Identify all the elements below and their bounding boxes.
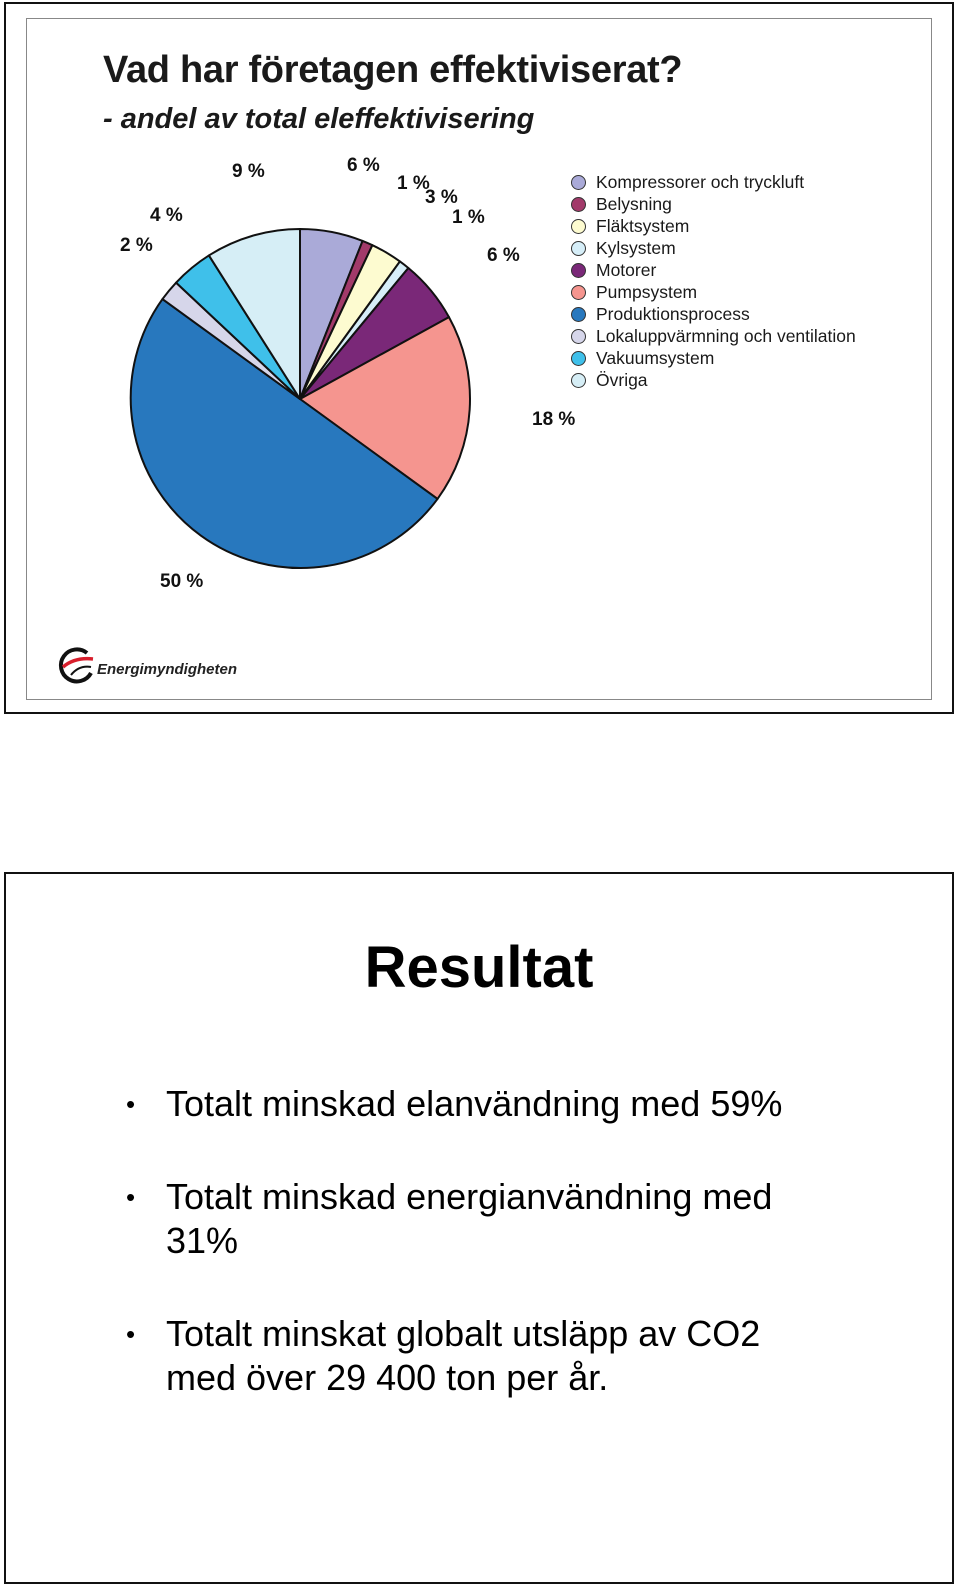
legend-label: Kompressorer och tryckluft <box>596 171 805 192</box>
legend-item <box>571 369 856 391</box>
pie-slice-label: 6 % <box>487 245 520 266</box>
legend-swatch <box>571 307 586 322</box>
bullet-item <box>126 1175 906 1263</box>
bullet-icon: • <box>126 1319 136 1349</box>
results-slide <box>4 872 954 1584</box>
legend-item <box>571 303 856 325</box>
chart-slide <box>4 2 954 714</box>
legend-swatch <box>571 263 586 278</box>
legend-swatch <box>571 285 586 300</box>
pie-slice-label: 18 % <box>532 409 576 430</box>
chart-subtitle: - andel av total eleffektivisering <box>103 103 535 135</box>
legend-label: Vakuumsystem <box>596 347 715 368</box>
pie-slice-label: 6 % <box>347 155 380 176</box>
legend-swatch <box>571 351 586 366</box>
slide-title: Resultat <box>364 935 594 1000</box>
logo-mark-icon <box>57 645 97 685</box>
legend-item <box>571 347 856 369</box>
legend-item <box>571 281 856 303</box>
legend-swatch <box>571 373 586 388</box>
pie-slice-label: 1 % <box>452 207 485 228</box>
legend-label: Pumpsystem <box>596 281 698 302</box>
pie-slice-label: 1 % <box>397 173 430 194</box>
legend-label: Produktionsprocess <box>596 303 750 324</box>
bullet-icon: • <box>126 1182 136 1212</box>
results-bullet-list <box>126 1082 906 1449</box>
pie-slice-label: 50 % <box>160 571 204 592</box>
legend-label: Motorer <box>596 259 657 280</box>
legend-swatch <box>571 197 586 212</box>
legend-label: Kylsystem <box>596 237 676 258</box>
legend-label: Lokaluppvärmning och ventilation <box>596 325 856 346</box>
legend-item <box>571 325 856 347</box>
legend-item <box>571 215 856 237</box>
legend-swatch <box>571 241 586 256</box>
legend-label: Belysning <box>596 193 672 214</box>
legend-label: Övriga <box>596 369 648 390</box>
legend-item <box>571 237 856 259</box>
pie-slice-label: 2 % <box>120 235 153 256</box>
legend-swatch <box>571 329 586 344</box>
bullet-line: med över 29 400 ton per år. <box>166 1357 609 1398</box>
bullet-item <box>126 1312 906 1400</box>
legend-label: Fläktsystem <box>596 215 690 236</box>
energimyndigheten-logo <box>57 641 257 689</box>
bullet-line: Totalt minskat globalt utsläpp av CO2 <box>166 1313 761 1354</box>
legend-swatch <box>571 219 586 234</box>
chart-legend <box>571 171 856 391</box>
logo-text: Energimyndigheten <box>97 661 238 678</box>
legend-item <box>571 193 856 215</box>
chart-title: Vad har företagen effektiviserat? <box>103 49 683 91</box>
chart-slide-frame <box>26 18 932 700</box>
pie-slice-label: 9 % <box>232 161 265 182</box>
bullet-icon: • <box>126 1089 136 1119</box>
legend-item <box>571 259 856 281</box>
pie-slice-label: 3 % <box>425 187 458 208</box>
bullet-line: Totalt minskad energianvändning med <box>166 1176 773 1217</box>
bullet-line: 31% <box>166 1220 239 1261</box>
pie-slice-label: 4 % <box>150 205 183 226</box>
bullet-item <box>126 1082 906 1126</box>
legend-item <box>571 171 856 193</box>
legend-swatch <box>571 175 586 190</box>
bullet-line: Totalt minskad elanvändning med 59% <box>166 1083 783 1124</box>
